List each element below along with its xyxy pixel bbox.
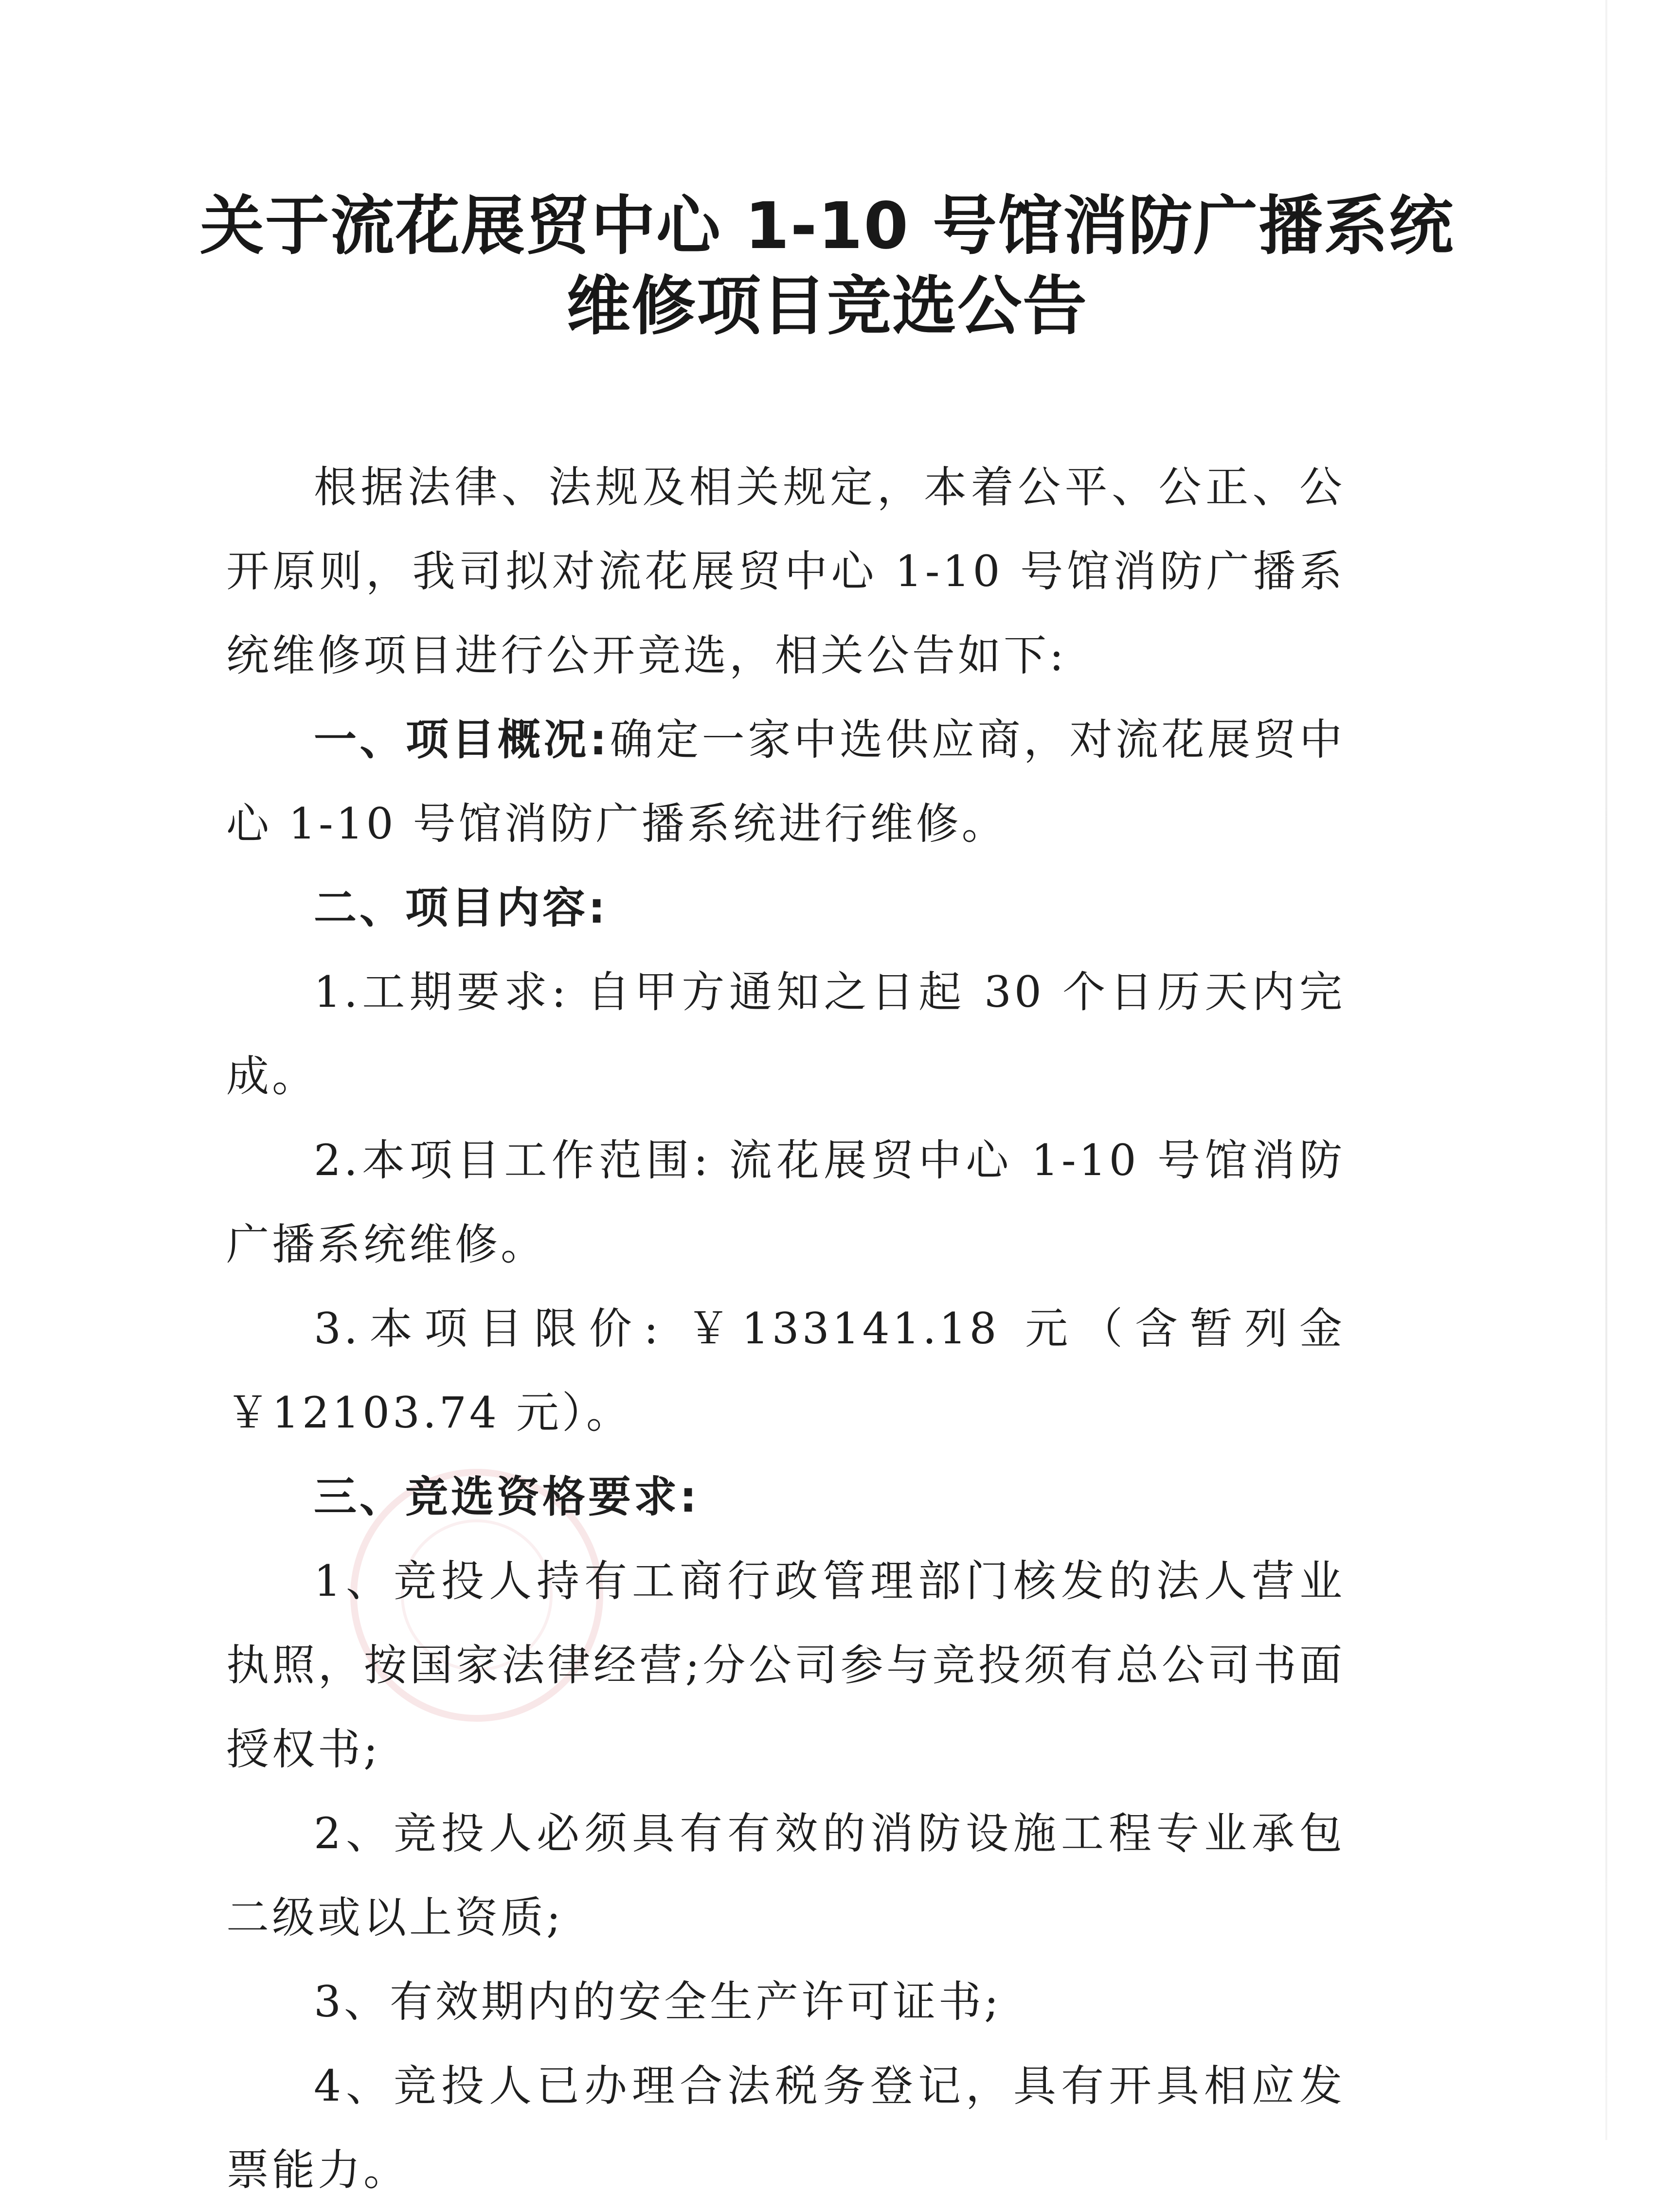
- document-title-line-2: 维修项目竞选公告: [566, 269, 1088, 344]
- section-2-item-1: 1.工期要求: 自甲方通知之日起 30 个日历天内完成。: [226, 967, 1345, 1101]
- document-body: [226, 445, 1345, 2212]
- section-3-item-3: 3、有效期内的安全生产许可证书;: [314, 1977, 1002, 2027]
- section-1-paragraph: [226, 697, 1345, 866]
- section-2-heading: 二、项目内容:: [314, 883, 609, 933]
- section-3-item-2: 2、竞投人必须具有有效的消防设施工程专业承包二级或以上资质;: [226, 1808, 1345, 1943]
- section-3-item-4: 4、竞投人已办理合法税务登记，具有开具相应发票能力。: [226, 2061, 1345, 2195]
- section-1-heading: 一、项目概况:: [314, 714, 610, 765]
- section-3-heading: 三、竞选资格要求:: [314, 1472, 700, 1522]
- section-3-item-1: 1、竞投人持有工商行政管理部门核发的法人营业执照，按国家法律经营;分公司参与竞投须有总公司书面授权书;: [226, 1556, 1345, 1774]
- document-title-line-1: 关于流花展贸中心 1-10 号馆消防广播系统: [199, 189, 1455, 264]
- section-1-text: 确定一家中选供应商，对流花展贸中心 1-10 号馆消防广播系统进行维修。: [226, 714, 1345, 849]
- section-2-item-3: 3.本项目限价: ￥133141.18 元（含暂列金￥12103.74 元）。: [226, 1303, 1345, 1438]
- section-2-item-2: 2.本项目工作范围: 流花展贸中心 1-10 号馆消防广播系统维修。: [226, 1135, 1345, 1269]
- intro-paragraph: 根据法律、法规及相关规定，本着公平、公正、公开原则，我司拟对流花展贸中心 1-10 号馆消防广播系统维修项目进行公开竞选，相关公告如下:: [226, 462, 1345, 680]
